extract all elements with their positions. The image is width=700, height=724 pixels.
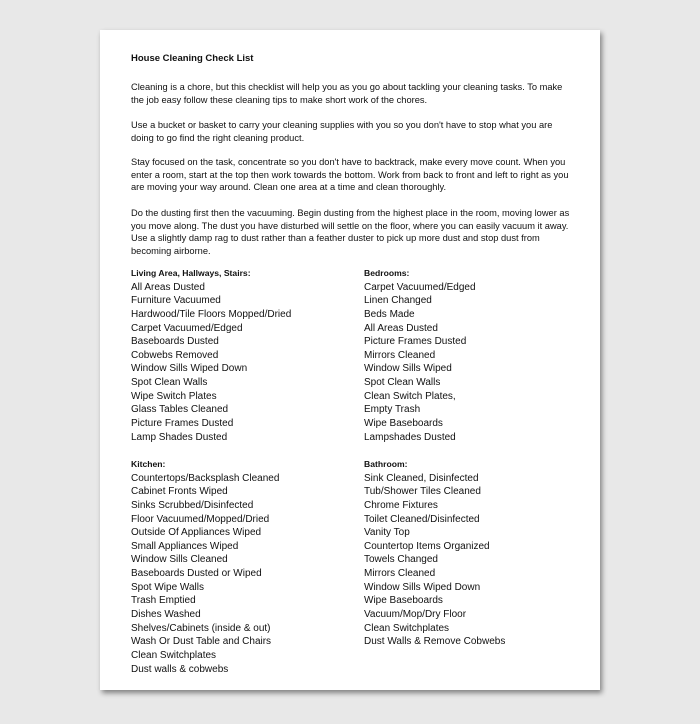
checklist-item: Cabinet Fronts Wiped: [131, 486, 228, 498]
checklist-item: Beds Made: [364, 308, 415, 320]
checklist-item: Tub/Shower Tiles Cleaned: [364, 486, 481, 498]
checklist-item: All Areas Dusted: [364, 322, 438, 334]
checklist-item: Small Appliances Wiped: [131, 540, 239, 552]
checklist-item: Spot Clean Walls: [131, 377, 208, 389]
checklist-item: Dust walls & cobwebs: [131, 663, 229, 675]
checklist-item: Spot Clean Walls: [364, 377, 441, 389]
checklist-item: Vanity Top: [364, 527, 410, 539]
checklist-item: Clean Switchplates: [131, 649, 217, 661]
intro-paragraph: Cleaning is a chore, but this checklist will help you as you go about tackling your cleaning tasks. To make the job easy follow these cleaning tips to make short work of the chores.: [131, 82, 563, 105]
checklist-item: Towels Changed: [364, 554, 438, 566]
checklist-item: Wipe Baseboards: [364, 595, 443, 607]
checklist-item: Floor Vacuumed/Mopped/Dried: [131, 513, 270, 525]
checklist-item: Dishes Washed: [131, 609, 201, 620]
checklist-item: Glass Tables Cleaned: [131, 404, 229, 416]
checklist-item: Clean Switchplates: [364, 622, 450, 634]
checklist-item: Shelves/Cabinets (inside & out): [131, 622, 271, 634]
checklist-item: Carpet Vacuumed/Edged: [364, 281, 476, 293]
document-page: [100, 30, 600, 690]
checklist-item: Clean Switch Plates,: [364, 390, 456, 402]
checklist-item: Lamp Shades Dusted: [131, 431, 228, 443]
checklist-item: Window Sills Cleaned: [131, 554, 228, 566]
checklist-item: Chrome Fixtures: [364, 499, 438, 511]
checklist-item: All Areas Dusted: [131, 281, 205, 293]
checklist-item: Sinks Scrubbed/Disinfected: [131, 499, 254, 511]
checklist-item: Cobwebs Removed: [131, 349, 219, 361]
section-heading: Kitchen:: [131, 459, 166, 469]
dusting-paragraph: Do the dusting first then the vacuuming. Begin dusting from the highest place in the room, moving lower as you move along. The dust you have disturbed will settle on the floor, where you can easily vacuum it away. Use a slightly damp rag to dust rather than a feather duster to pick up more dust and stop dust from becoming airborne.: [131, 208, 570, 256]
section-heading: Bedrooms:: [364, 268, 410, 278]
checklist-item: Picture Frames Dusted: [364, 336, 467, 348]
checklist-item: Toilet Cleaned/Disinfected: [364, 513, 480, 525]
checklist-item: Countertop Items Organized: [364, 540, 490, 552]
page-title: House Cleaning Check List: [131, 53, 254, 64]
checklist-item: Carpet Vacuumed/Edged: [131, 322, 243, 334]
checklist-item: Empty Trash: [364, 404, 421, 416]
checklist-item: Linen Changed: [364, 295, 432, 307]
checklist-item: Baseboards Dusted: [131, 336, 219, 348]
checklist-item: Vacuum/Mop/Dry Floor: [364, 609, 467, 620]
checklist-item: Countertops/Backsplash Cleaned: [131, 472, 280, 484]
kitchen-section: [131, 458, 331, 676]
living-area-section: [131, 267, 331, 444]
bedrooms-section: [364, 267, 564, 444]
section-heading: Bathroom:: [364, 459, 408, 469]
supplies-paragraph: Use a bucket or basket to carry your cleaning supplies with you so you don't have to stop what you are doing to go find the right cleaning product.: [131, 120, 553, 143]
checklist-item: Baseboards Dusted or Wiped: [131, 568, 262, 580]
checklist-item: Picture Frames Dusted: [131, 418, 234, 429]
checklist-item: Hardwood/Tile Floors Mopped/Dried: [131, 308, 292, 320]
checklist-item: Trash Emptied: [131, 595, 196, 607]
checklist-item: Window Sills Wiped: [364, 363, 452, 375]
checklist-item: Dust Walls & Remove Cobwebs: [364, 636, 506, 648]
checklist-item: Outside Of Appliances Wiped: [131, 527, 262, 539]
checklist-item: Mirrors Cleaned: [364, 349, 436, 361]
checklist-item: Wipe Baseboards: [364, 418, 443, 429]
focus-paragraph: Stay focused on the task, concentrate so you don't have to backtrack, make every move count. When you enter a room, start at the top then work towards the bottom. Work from back to front and left to right as you are moving your way around. Clean one area at a time and clean thoroughly.: [131, 157, 569, 193]
checklist-item: Lampshades Dusted: [364, 431, 456, 443]
checklist-item: Wash Or Dust Table and Chairs: [131, 636, 272, 648]
checklist-item: Mirrors Cleaned: [364, 568, 436, 580]
checklist-item: Sink Cleaned, Disinfected: [364, 472, 479, 484]
bathroom-section: [364, 458, 564, 649]
section-heading: Living Area, Hallways, Stairs:: [131, 268, 251, 278]
checklist-item: Window Sills Wiped Down: [131, 363, 248, 375]
checklist-item: Furniture Vacuumed: [131, 295, 221, 307]
checklist-item: Window Sills Wiped Down: [364, 581, 481, 593]
checklist-item: Spot Wipe Walls: [131, 581, 204, 593]
checklist-item: Wipe Switch Plates: [131, 390, 217, 402]
